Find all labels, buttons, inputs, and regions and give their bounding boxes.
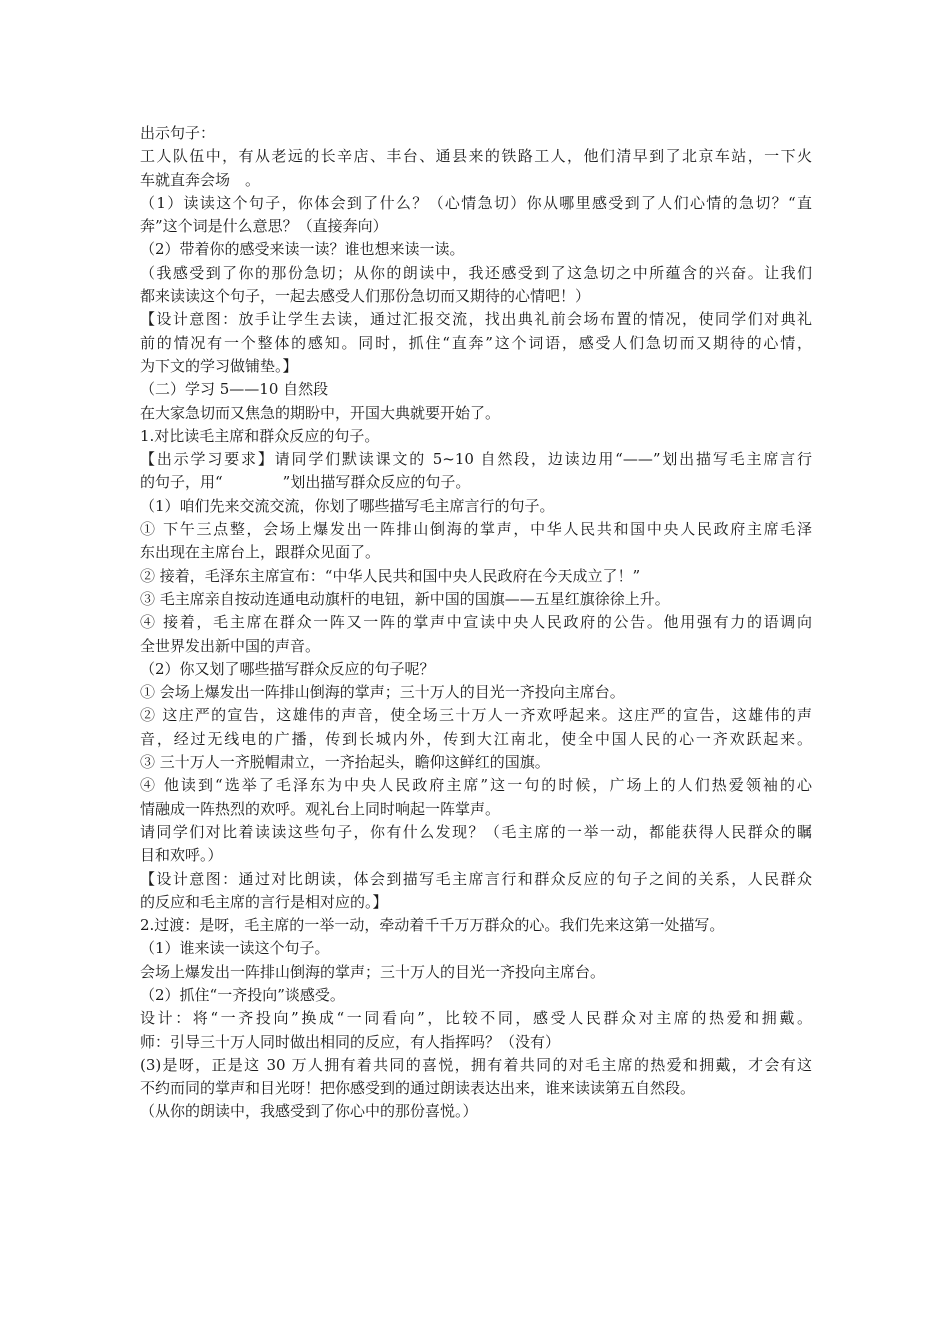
text-line: ② 这庄严的宣告，这雄伟的声音，使全场三十万人一齐欢呼起来。这庄严的宣告，这雄伟的声 xyxy=(140,706,812,725)
text-line: 为下文的学习做铺垫。】 xyxy=(140,356,298,375)
text-line: （从你的朗读中，我感受到了你心中的那份喜悦。） xyxy=(140,1102,478,1121)
text-line: 前的情况有一个整体的感知。同时，抓住“直奔”这个词语，感受人们急切而又期待的心情， xyxy=(140,333,812,352)
text-line: 情融成一阵热烈的欢呼。观礼台上同时响起一阵掌声。 xyxy=(140,799,501,818)
text-line: 在大家急切而又焦急的期盼中，开国大典就要开始了。 xyxy=(140,403,501,422)
text-line: 不约而同的掌声和目光呀！把你感受到的通过朗读表达出来，谁来读读第五自然段。 xyxy=(140,1079,696,1098)
text-line: （我感受到了你的那份急切；从你的朗读中，我还感受到了这急切之中所蕴含的兴奋。让我们 xyxy=(140,263,812,282)
text-line: ④ 他读到“选举了毛泽东为中央人民政府主席”这一句的时候，广场上的人们热爱领袖的心 xyxy=(140,776,812,795)
document-page xyxy=(140,122,812,1124)
text-line: （1）读读这个句子，你体会到了什么？（心情急切）你从哪里感受到了人们心情的急切？“直 xyxy=(140,193,812,212)
text-line: 的反应和毛主席的言行是相对应的。】 xyxy=(140,892,388,911)
text-line: （1）谁来读一读这个句子。 xyxy=(140,939,330,958)
text-line: （2）抓住“一齐投向”谈感受。 xyxy=(140,985,345,1004)
text-line: 的句子，用“ ”划出描写群众反应的句子。 xyxy=(140,473,471,492)
text-line: （二）学习 5——10 自然段 xyxy=(140,380,329,399)
text-line: 会场上爆发出一阵排山倒海的掌声；三十万人的目光一齐投向主席台。 xyxy=(140,962,606,981)
text-line: ② 接着，毛泽东主席宣布：“中华人民共和国中央人民政府在今天成立了！” xyxy=(140,566,641,585)
text-line: 目和欢呼。） xyxy=(140,846,223,865)
text-line: ① 会场上爆发出一阵排山倒海的掌声；三十万人的目光一齐投向主席台。 xyxy=(140,683,625,702)
text-line: ① 下午三点整，会场上爆发出一阵排山倒海的掌声，中华人民共和国中央人民政府主席毛泽 xyxy=(140,520,812,539)
text-line: ③ 三十万人一齐脱帽肃立，一齐抬起头，瞻仰这鲜红的国旗。 xyxy=(140,753,550,772)
text-line: ③ 毛主席亲自按动连通电动旗杆的电钮，新中国的国旗——五星红旗徐徐上升。 xyxy=(140,589,670,608)
text-line: 东出现在主席台上，跟群众见面了。 xyxy=(140,543,381,562)
text-line: 【设计意图：放手让学生去读，通过汇报交流，找出典礼前会场布置的情况，使同学们对典礼 xyxy=(140,310,812,329)
text-line: 都来读读这个句子，一起去感受人们那份急切而又期待的心情吧！） xyxy=(140,287,591,306)
text-line: 全世界发出新中国的声音。 xyxy=(140,636,321,655)
text-line: （2）你又划了哪些描写群众反应的句子呢？ xyxy=(140,659,435,678)
text-line: （1）咱们先来交流交流，你划了哪些描写毛主席言行的句子。 xyxy=(140,496,555,515)
text-line: 【出示学习要求】请同学们默读课文的 5~10 自然段，边读边用“——”划出描写毛主席言行 xyxy=(140,450,812,469)
text-line: 师：引导三十万人同时做出相同的反应，有人指挥吗？（没有） xyxy=(140,1032,561,1051)
text-line: 车就直奔会场 。 xyxy=(140,170,261,189)
text-line: (3)是呀，正是这 30 万人拥有着共同的喜悦，拥有着共同的对毛主席的热爱和拥戴，才会有这 xyxy=(140,1055,812,1074)
text-line: 奔”这个词是什么意思？（直接奔向） xyxy=(140,217,388,236)
text-line: ④ 接着，毛主席在群众一阵又一阵的掌声中宣读中央人民政府的公告。他用强有力的语调向 xyxy=(140,613,812,632)
text-line: 出示句子： xyxy=(140,124,216,142)
text-line: 【设计意图：通过对比朗读，体会到描写毛主席言行和群众反应的句子之间的关系，人民群众 xyxy=(140,869,812,888)
text-line: 音，经过无线电的广播，传到长城内外，传到大江南北，使全中国人民的心一齐欢跃起来。 xyxy=(140,729,812,748)
text-line: 设计：将“一齐投向”换成“一同看向”，比较不同，感受人民群众对主席的热爱和拥戴。 xyxy=(140,1009,812,1028)
text-line: 1.对比读毛主席和群众反应的句子。 xyxy=(140,426,380,445)
text-line: 请同学们对比着读读这些句子，你有什么发现？（毛主席的一举一动，都能获得人民群众的瞩 xyxy=(140,822,812,841)
text-line: 工人队伍中，有从老远的长辛店、丰台、通县来的铁路工人，他们清早到了北京车站，一下火 xyxy=(140,147,812,166)
text-line: 2.过渡：是呀，毛主席的一举一动，牵动着千千万万群众的心。我们先来这第一处描写。 xyxy=(140,916,725,935)
text-line: （2）带着你的感受来读一读？谁也想来读一读。 xyxy=(140,240,465,259)
